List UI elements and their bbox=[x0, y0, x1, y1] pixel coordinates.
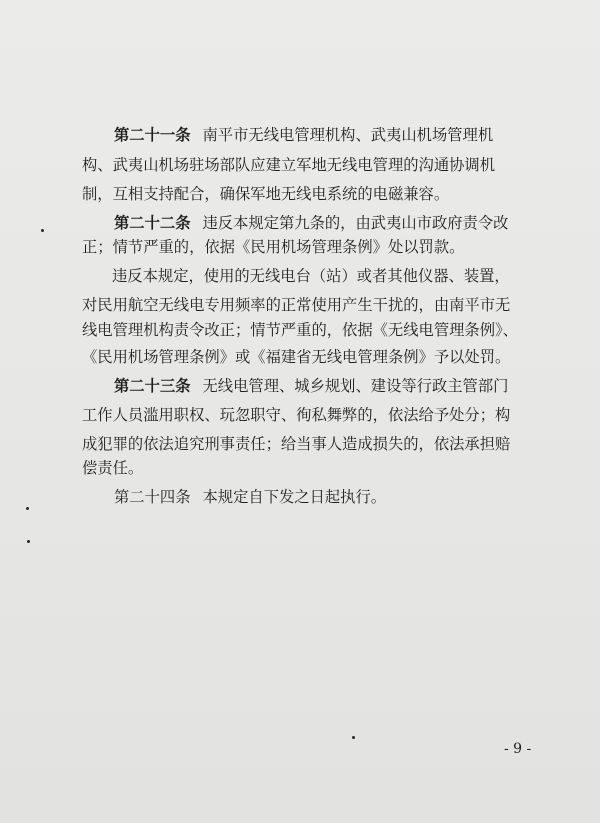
scan-speck bbox=[41, 229, 44, 232]
scan-speck bbox=[26, 507, 29, 510]
article-23-text-1: 无线电管理、城乡规划、建设等行政主管部门 bbox=[202, 377, 509, 395]
article-21-line-1 bbox=[114, 128, 493, 143]
article-23-line-4: 偿责任。 bbox=[82, 459, 144, 477]
article-21-line-2: 构、武夷山机场驻场部队应建立军地无线电管理的沟通协调机 bbox=[82, 156, 496, 174]
article-22-para2-line-2: 对民用航空无线电专用频率的正常使用产生干扰的，由南平市无 bbox=[82, 296, 511, 314]
article-21-line-3: 制，互相支持配合，确保军地无线电系统的电磁兼容。 bbox=[82, 185, 450, 203]
article-21-text-1: 南平市无线电管理机构、武夷山机场管理机 bbox=[202, 126, 494, 144]
article-22-number: 第二十二条 bbox=[114, 214, 191, 232]
article-23-number: 第二十三条 bbox=[114, 377, 191, 395]
scan-speck bbox=[352, 736, 355, 739]
article-22-para2-line-3: 线电管理机构责令改正；情节严重的，依据《无线电管理条例》、 bbox=[82, 321, 518, 339]
article-24-text-1: 本规定自下发之日起执行。 bbox=[202, 488, 387, 506]
article-22-text-1: 违反本规定第九条的，由武夷山市政府责令改 bbox=[202, 214, 509, 232]
article-22-line-1 bbox=[114, 216, 508, 231]
article-23-line-1 bbox=[114, 379, 508, 394]
article-23-line-2: 工作人员滥用职权、玩忽职守、徇私舞弊的，依法给予处分；构 bbox=[82, 406, 511, 424]
article-21-number: 第二十一条 bbox=[114, 126, 191, 144]
article-24-number: 第二十四条 bbox=[114, 488, 191, 506]
page-number: - 9 - bbox=[504, 741, 532, 757]
scan-speck bbox=[27, 540, 30, 543]
article-22-line-2: 正；情节严重的，依据《民用机场管理条例》处以罚款。 bbox=[82, 238, 465, 256]
article-23-line-3: 成犯罪的依法追究刑事责任；给当事人造成损失的，依法承担赔 bbox=[82, 435, 511, 453]
article-22-para2-line-1: 违反本规定，使用的无线电台（站）或者其他仪器、装置， bbox=[112, 267, 510, 285]
article-22-para2-line-4: 《民用机场管理条例》或《福建省无线电管理条例》予以处罚。 bbox=[82, 348, 511, 366]
article-24-line-1 bbox=[114, 490, 386, 505]
